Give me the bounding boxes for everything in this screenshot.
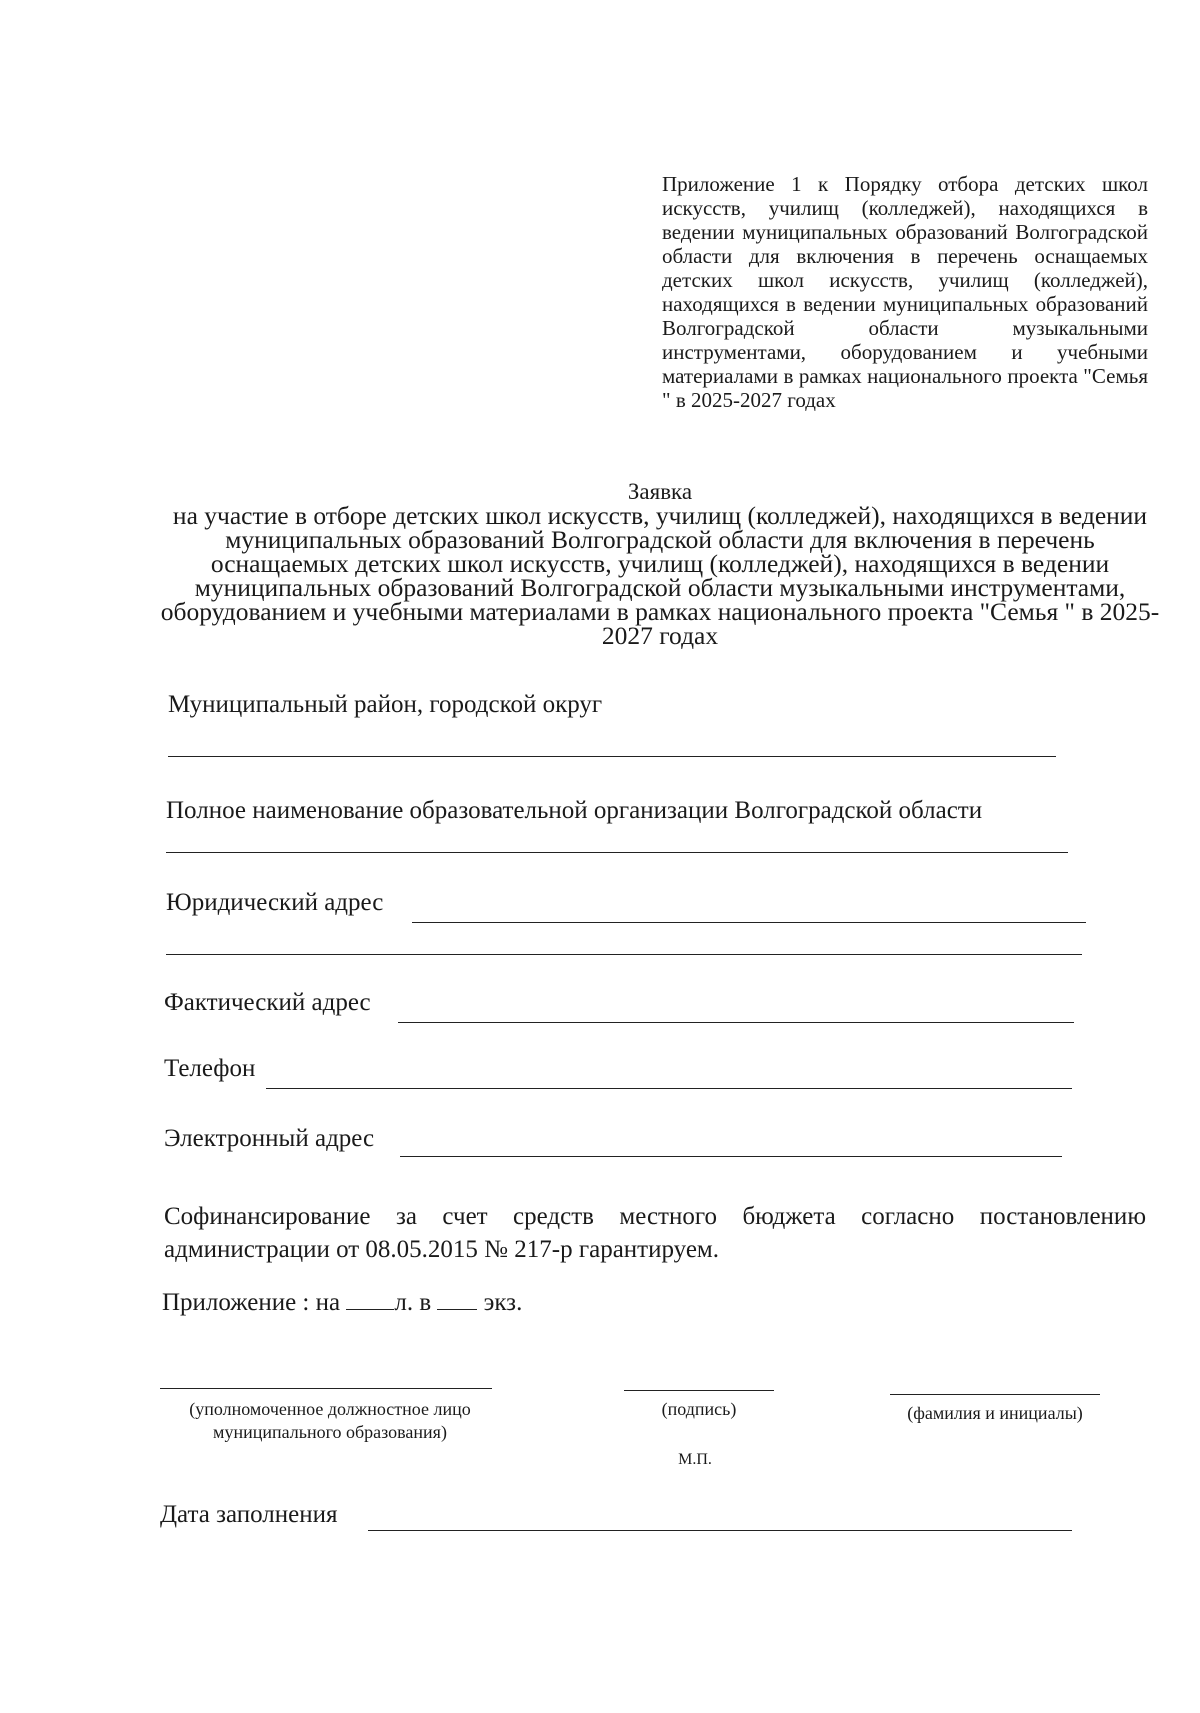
title-text: на участие в отборе детских школ искусств, училищ (колледжей), находящихся в ведении муниципальных образований Волгоградской области для включения в перечень оснащаемых детских школ искусств, училищ (колледжей), находящихся в ведении муниципальных образований Волгоградской области музыкальными инструментами, оборудованием и учебными материалами в рамках национального проекта "Семья " в 2025-2027 годах xyxy=(160,501,1160,650)
actual-address-line[interactable] xyxy=(398,1022,1074,1023)
municipality-label: Муниципальный район, городской округ xyxy=(168,691,603,718)
attachment-copies-blank[interactable] xyxy=(437,1289,477,1310)
official-caption-line-1: (уполномоченное должностное лицо xyxy=(189,1399,471,1419)
official-signature-line[interactable] xyxy=(160,1388,492,1389)
fill-date-label: Дата заполнения xyxy=(160,1501,338,1528)
signature-caption: (подпись) xyxy=(661,1399,737,1419)
official-caption xyxy=(160,1398,500,1444)
attachment-copies-label: экз. xyxy=(483,1289,523,1316)
signature-line[interactable] xyxy=(624,1390,774,1391)
official-caption-line-2: муниципального образования) xyxy=(213,1422,447,1442)
full-name-label: Полное наименование образовательной организации Волгоградской области xyxy=(166,797,983,824)
document-title xyxy=(160,480,1160,648)
attachment-sheets-label: л. в xyxy=(394,1289,432,1316)
name-line[interactable] xyxy=(890,1394,1100,1395)
attachment-sheets-blank[interactable] xyxy=(346,1289,394,1310)
email-label: Электронный адрес xyxy=(164,1125,375,1152)
full-name-line[interactable] xyxy=(166,852,1068,853)
attachment-line xyxy=(162,1288,522,1318)
title-word: Заявка xyxy=(627,479,693,504)
cofinancing-statement: Софинансирование за счет средств местного бюджета согласно постановлению администрации от 08.05.2015 № 217-р гарантируем. xyxy=(164,1203,1146,1263)
legal-address-line[interactable] xyxy=(412,922,1086,923)
phone-line[interactable] xyxy=(266,1088,1072,1089)
legal-address-line-2[interactable] xyxy=(166,954,1082,955)
appendix-note: Приложение 1 к Порядку отбора детских школ искусств, училищ (колледжей), находящихся в ведении муниципальных образований Волгоградской области для включения в перечень оснащаемых детских школ искусств, училищ (колледжей), находящихся в ведении муниципальных образований Волгоградской области музыкальными инструментами, оборудованием и учебными материалами в рамках национального проекта "Семья " в 2025-2027 годах xyxy=(662,172,1148,412)
stamp-mark: М.П. xyxy=(678,1451,712,1468)
phone-label: Телефон xyxy=(164,1055,256,1082)
fill-date-line[interactable] xyxy=(368,1530,1072,1531)
actual-address-label: Фактический адрес xyxy=(164,989,371,1016)
legal-address-label: Юридический адрес xyxy=(166,889,384,916)
email-line[interactable] xyxy=(400,1156,1062,1157)
municipality-line[interactable] xyxy=(168,756,1056,757)
attachment-prefix: Приложение : на xyxy=(162,1289,341,1316)
name-caption: (фамилия и инициалы) xyxy=(907,1403,1083,1423)
